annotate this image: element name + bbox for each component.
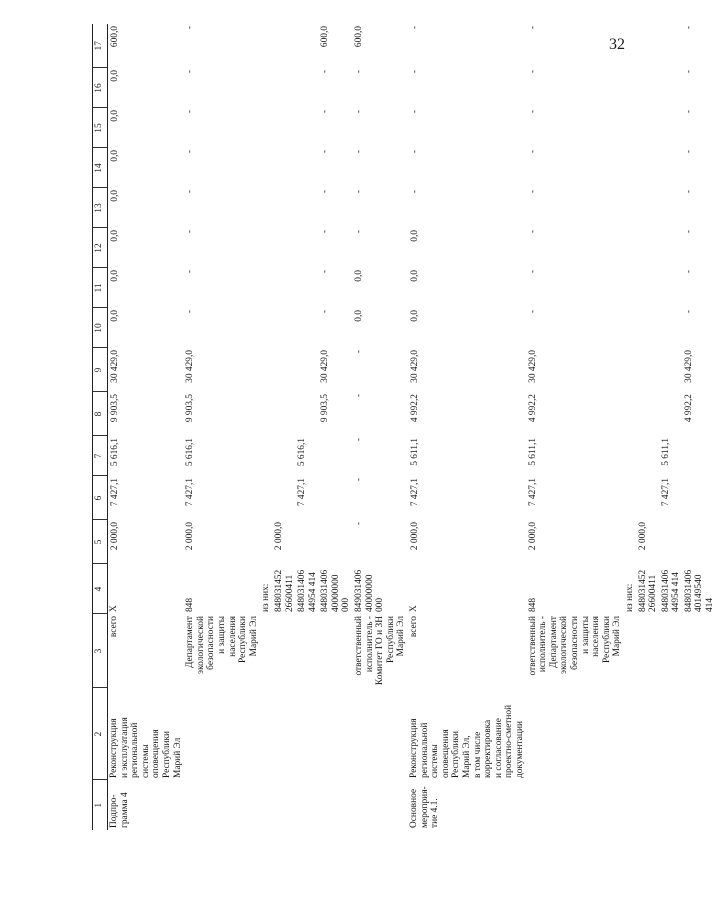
table-cell: ответственный исполнитель - Комитет ГО и ЗН Республики Марий Эл — [354, 616, 407, 686]
table-cell — [260, 308, 273, 348]
column-header-3: 3 — [93, 614, 108, 688]
table-cell: - — [320, 150, 331, 154]
table-cell — [527, 688, 624, 780]
table-cell — [273, 108, 296, 148]
table-cell — [353, 688, 408, 780]
table-cell: - — [185, 310, 196, 314]
column-header-10: 10 — [93, 308, 108, 348]
table-cell — [637, 348, 660, 392]
table-cell — [624, 308, 637, 348]
table-cell — [273, 308, 296, 348]
table-cell: - — [320, 270, 331, 274]
table-cell: всего — [409, 616, 420, 638]
table-row — [108, 24, 185, 830]
table-cell — [660, 392, 683, 436]
table-cell — [683, 688, 717, 780]
table-cell — [184, 780, 260, 830]
table-cell — [624, 268, 637, 308]
table-cell: 30 429,0 — [110, 350, 120, 383]
table-cell: - — [354, 522, 365, 526]
table-cell — [296, 24, 319, 68]
table-cell: 5 611,1 — [527, 438, 538, 466]
table-cell: 849031406 40000000 000 — [354, 569, 386, 612]
column-header-14: 14 — [93, 148, 108, 188]
table-cell: - — [354, 350, 365, 354]
table-cell — [624, 436, 637, 476]
table-cell: Основное мероприя- тие 4.1. — [409, 786, 441, 828]
table-cell — [637, 780, 660, 830]
table-cell: - — [683, 150, 694, 154]
table-cell — [637, 148, 660, 188]
table-cell: - — [527, 230, 538, 234]
table-cell: 30 429,0 — [185, 350, 196, 383]
table-cell: 2 000,0 — [110, 522, 120, 551]
table-cell — [296, 348, 319, 392]
table-cell — [273, 614, 296, 688]
table-cell: 0,0 — [410, 230, 421, 242]
table-cell — [624, 228, 637, 268]
table-cell — [260, 348, 273, 392]
table-cell: 5 616,1 — [297, 438, 308, 467]
table-cell — [296, 188, 319, 228]
column-header-5: 5 — [93, 520, 108, 564]
table-cell: 4 992,2 — [683, 394, 694, 423]
table-cell: - — [410, 110, 421, 114]
table-cell — [260, 188, 273, 228]
table-cell — [296, 688, 319, 780]
table-cell — [637, 68, 660, 108]
table-cell — [683, 780, 717, 830]
table-cell — [296, 392, 319, 436]
table-cell — [296, 148, 319, 188]
page-number: 32 — [609, 36, 625, 53]
table-cell: 848031406 44954 414 — [660, 569, 682, 612]
table-cell: 0,0 — [354, 310, 365, 322]
table-cell: 848 — [527, 597, 538, 612]
table-cell — [527, 780, 624, 830]
table-cell: 848 — [185, 597, 196, 612]
table-cell: 848031452 26600411 — [273, 569, 295, 612]
table-cell — [683, 614, 717, 688]
table-cell: 0,0 — [110, 110, 120, 122]
table-cell: - — [683, 270, 694, 274]
table-cell — [260, 392, 273, 436]
table-cell — [637, 436, 660, 476]
table-cell: 848031406 44954 414 — [297, 569, 318, 612]
table-cell: 2 000,0 — [273, 522, 284, 551]
table-cell — [273, 24, 296, 68]
table-cell — [624, 520, 637, 564]
budget-table — [92, 24, 717, 830]
table-cell — [273, 148, 296, 188]
table-cell — [296, 68, 319, 108]
table-cell: - — [354, 394, 365, 398]
table-cell — [660, 228, 683, 268]
table-cell — [624, 688, 637, 780]
table-cell — [296, 520, 319, 564]
table-cell: - — [410, 70, 421, 74]
table-cell — [260, 688, 273, 780]
table-cell — [660, 148, 683, 188]
table-cell: 5 616,1 — [110, 438, 120, 467]
table-cell: - — [683, 190, 694, 194]
table-cell — [296, 108, 319, 148]
table-cell — [273, 268, 296, 308]
table-cell — [184, 688, 260, 780]
table-cell — [273, 392, 296, 436]
table-cell: - — [527, 270, 538, 274]
table-cell: - — [683, 230, 694, 234]
table-cell — [660, 308, 683, 348]
table-cell: 5 616,1 — [185, 438, 196, 467]
table-cell — [260, 228, 273, 268]
table-cell — [296, 228, 319, 268]
table-cell: 5 611,1 — [660, 438, 671, 466]
table-cell: 0,0 — [110, 310, 120, 322]
table-cell: 0,0 — [110, 150, 120, 162]
table-cell: - — [683, 70, 694, 74]
table-row — [273, 24, 296, 830]
column-header-17: 17 — [93, 24, 108, 68]
table-cell — [683, 520, 717, 564]
table-cell: 600,0 — [320, 26, 331, 48]
table-cell — [260, 520, 273, 564]
table-cell: 30 429,0 — [320, 350, 331, 383]
table-cell — [660, 108, 683, 148]
table-cell: 30 429,0 — [683, 350, 694, 383]
table-cell — [660, 24, 683, 68]
table-cell: 0,0 — [110, 230, 120, 242]
column-header-4: 4 — [93, 564, 108, 614]
table-cell — [624, 68, 637, 108]
table-cell — [273, 228, 296, 268]
table-cell — [319, 614, 353, 688]
table-cell — [296, 614, 319, 688]
table-cell: 2 000,0 — [410, 522, 421, 551]
table-cell: из них: — [261, 583, 272, 612]
table-row — [353, 24, 408, 830]
table-cell — [296, 308, 319, 348]
table-cell: 0,0 — [110, 70, 120, 82]
table-cell: - — [527, 110, 538, 114]
table-cell: - — [320, 70, 331, 74]
table-cell — [637, 392, 660, 436]
table-cell: X — [109, 605, 119, 612]
table-cell — [260, 108, 273, 148]
table-cell: 4 992,2 — [410, 394, 421, 423]
table-cell: - — [354, 438, 365, 442]
table-cell — [273, 688, 296, 780]
table-cell: - — [320, 310, 331, 314]
table-cell: - — [354, 230, 365, 234]
table-cell: 0,0 — [354, 270, 365, 282]
table-cell — [660, 614, 683, 688]
table-cell — [637, 614, 660, 688]
table-cell: - — [527, 26, 538, 30]
table-cell: 848031406 40149540 414 — [683, 569, 716, 612]
table-cell: 2 000,0 — [527, 522, 538, 551]
table-cell: - — [354, 110, 365, 114]
table-cell — [624, 476, 637, 520]
table-row — [260, 24, 273, 830]
table-cell: всего — [109, 616, 119, 638]
table-cell: - — [320, 110, 331, 114]
table-cell: из них: — [624, 583, 635, 612]
table-cell: - — [354, 478, 365, 482]
table-cell — [624, 188, 637, 228]
table-cell — [660, 688, 683, 780]
table-row — [624, 24, 637, 830]
table-cell — [637, 188, 660, 228]
table-cell — [637, 24, 660, 68]
table-cell: X — [409, 605, 420, 612]
table-cell: 9 903,5 — [110, 394, 120, 423]
table-cell — [637, 228, 660, 268]
table-cell: 600,0 — [354, 26, 365, 48]
table-cell — [660, 188, 683, 228]
table-cell: 7 427,1 — [660, 478, 671, 507]
table-cell: - — [354, 190, 365, 194]
table-cell — [624, 348, 637, 392]
table-cell: - — [354, 150, 365, 154]
table-cell: 7 427,1 — [110, 478, 120, 507]
table-cell: 9 903,5 — [320, 394, 331, 423]
table-cell: - — [410, 26, 421, 30]
column-header-6: 6 — [93, 476, 108, 520]
table-cell — [660, 268, 683, 308]
table-cell: - — [354, 70, 365, 74]
table-cell: - — [320, 190, 331, 194]
table-cell — [273, 436, 296, 476]
table-row — [637, 24, 660, 830]
table-cell: - — [320, 230, 331, 234]
table-cell — [660, 348, 683, 392]
column-header-2: 2 — [93, 688, 108, 780]
table-cell: Реконструкция и эксплуатация региональной системы оповещения Республики Марий Эл — [109, 717, 183, 778]
table-cell — [273, 476, 296, 520]
table-cell — [624, 614, 637, 688]
table-cell: - — [185, 270, 196, 274]
table-cell — [624, 24, 637, 68]
column-header-11: 11 — [93, 268, 108, 308]
table-cell — [260, 436, 273, 476]
table-cell: 7 427,1 — [297, 478, 308, 507]
table-cell: 2 000,0 — [637, 522, 648, 551]
table-cell: 0,0 — [410, 310, 421, 322]
table-cell: - — [527, 70, 538, 74]
column-header-13: 13 — [93, 188, 108, 228]
table-cell: 600,0 — [110, 26, 120, 48]
column-header-15: 15 — [93, 108, 108, 148]
table-cell: - — [527, 190, 538, 194]
column-header-16: 16 — [93, 68, 108, 108]
column-header-1: 1 — [93, 780, 108, 830]
table-cell — [683, 476, 717, 520]
table-row — [184, 24, 260, 830]
table-row — [660, 24, 683, 830]
table-cell: 0,0 — [410, 270, 421, 282]
table-cell: 0,0 — [110, 270, 120, 282]
table-cell: - — [185, 230, 196, 234]
table-cell: Департамент экологической безопасности и защиты населения Республики Марий Эл — [185, 616, 259, 674]
table-cell — [637, 108, 660, 148]
table-cell — [260, 24, 273, 68]
table-cell — [660, 68, 683, 108]
table-cell: 30 429,0 — [410, 350, 421, 383]
table-cell: 848031452 26600411 — [637, 569, 659, 612]
table-cell — [624, 392, 637, 436]
table-cell: - — [527, 150, 538, 154]
table-cell — [273, 348, 296, 392]
column-header-12: 12 — [93, 228, 108, 268]
table-cell: 7 427,1 — [410, 478, 421, 507]
table-cell: 7 427,1 — [185, 478, 196, 507]
table-cell: 848031406 40000000 000 — [320, 569, 352, 612]
column-header-9: 9 — [93, 348, 108, 392]
table-header-row — [93, 24, 108, 830]
table-cell — [319, 476, 353, 520]
table-cell: 5 611,1 — [410, 438, 421, 466]
table-cell — [637, 476, 660, 520]
table-cell — [624, 108, 637, 148]
table-cell: 4 992,2 — [527, 394, 538, 423]
table-cell — [319, 688, 353, 780]
table-cell: - — [683, 26, 694, 30]
table-cell — [260, 148, 273, 188]
table-cell: 0,0 — [110, 190, 120, 202]
table-cell: - — [185, 70, 196, 74]
table-cell: - — [185, 190, 196, 194]
table-row — [296, 24, 319, 830]
table-cell: Подпро- грамма 4 — [109, 792, 130, 828]
table-cell — [273, 780, 296, 830]
table-cell: - — [185, 110, 196, 114]
table-cell: ответственный исполнитель - Департамент экологической безопасности и защиты населения Республики Марий Эл — [527, 616, 623, 676]
table-cell: - — [683, 310, 694, 314]
table-cell — [637, 688, 660, 780]
table-cell: - — [410, 190, 421, 194]
table-cell — [260, 614, 273, 688]
table-cell: - — [683, 110, 694, 114]
table-cell — [660, 780, 683, 830]
table-cell — [273, 188, 296, 228]
column-header-7: 7 — [93, 436, 108, 476]
table-cell — [353, 780, 408, 830]
table-cell — [260, 476, 273, 520]
table-cell: Реконструкция региональной системы оповещения Республики Марий Эл, в том числе корректировка и согласование проектно-сметной документации — [409, 704, 525, 778]
table-body — [108, 24, 717, 830]
table-cell — [624, 780, 637, 830]
table-cell: - — [185, 150, 196, 154]
table-cell — [296, 268, 319, 308]
table-row — [683, 24, 717, 830]
table-cell — [273, 68, 296, 108]
table-cell: 2 000,0 — [185, 522, 196, 551]
table-cell — [319, 780, 353, 830]
table-cell — [637, 268, 660, 308]
table-row — [527, 24, 624, 830]
column-header-8: 8 — [93, 392, 108, 436]
table-cell: 30 429,0 — [527, 350, 538, 383]
table-cell — [637, 308, 660, 348]
table-cell — [319, 436, 353, 476]
table-cell — [319, 520, 353, 564]
table-cell — [260, 268, 273, 308]
table-cell: 7 427,1 — [527, 478, 538, 507]
table-cell — [296, 780, 319, 830]
table-cell — [683, 436, 717, 476]
table-cell — [260, 780, 273, 830]
table-cell: - — [185, 26, 196, 30]
table-cell — [624, 148, 637, 188]
table-row — [408, 24, 527, 830]
table-row — [319, 24, 353, 830]
table-cell: - — [410, 150, 421, 154]
table-cell — [660, 520, 683, 564]
table-cell — [260, 68, 273, 108]
table-cell: 9 903,5 — [185, 394, 196, 423]
table-cell: - — [527, 310, 538, 314]
